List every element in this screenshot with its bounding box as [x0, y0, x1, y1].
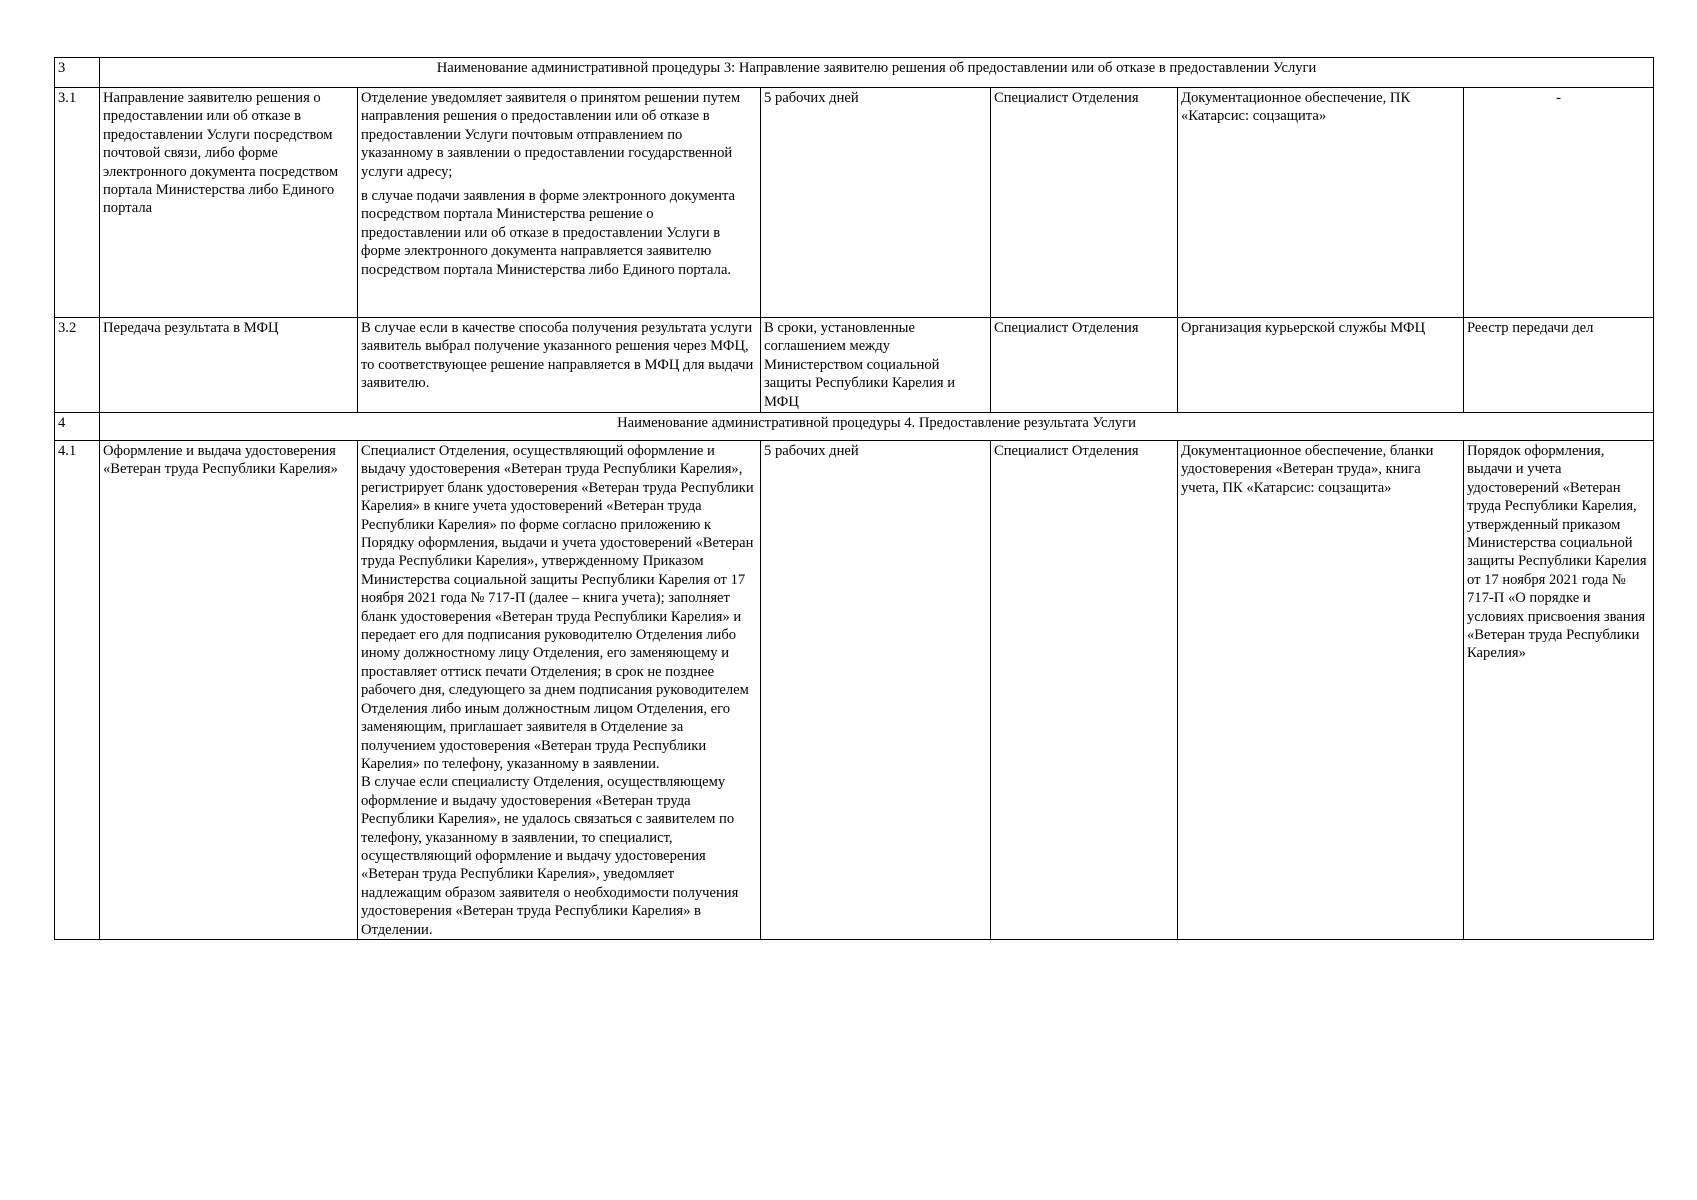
action-cell: Направление заявителю решения о предоставлении или об отказе в предоставлении Услуги посредством почтовой связи, либо форме электронного документа посредством портала Министерства либо Единого портала	[100, 88, 358, 318]
section-header-row	[55, 58, 1654, 88]
section-header-row	[55, 413, 1654, 441]
table-row	[55, 318, 1654, 413]
resources-cell: Документационное обеспечение, бланки удостоверения «Ветеран труда», книга учета, ПК «Катарсис: соцзащита»	[1178, 441, 1464, 940]
content-paragraph: В случае если специалисту Отделения, осуществляющему оформление и выдачу удостоверения «Ветеран труда Республики Карелия», не удалось связаться с заявителем по телефону, указанному в заявлении, то специалист, осуществляющий оформление и выдачу удостоверения «Ветеран труда Республики Карелия», уведомляет надлежащим образом заявителя о необходимости получения удостоверения «Ветеран труда Республики Карелия» в Отделении.	[361, 774, 739, 938]
content-paragraph: в случае подачи заявления в форме электронного документа посредством портала Министерства решение о предоставлении или об отказе в предоставлении Услуги в форме электронного документа направляется заявителю посредством портала Министерства либо Единого портала.	[361, 188, 736, 278]
responsible-cell: Специалист Отделения	[991, 88, 1178, 318]
row-number: 3.1	[55, 88, 100, 318]
term-cell: 5 рабочих дней	[761, 88, 991, 318]
section-title: Наименование административной процедуры 4. Предоставление результата Услуги	[100, 413, 1654, 441]
result-cell: Реестр передачи дел	[1464, 318, 1654, 413]
content-cell	[358, 318, 761, 413]
procedure-table-page	[54, 57, 1653, 940]
content-paragraph: Специалист Отделения, осуществляющий оформление и выдачу удостоверения «Ветеран труда Республики Карелия», регистрирует бланк удостоверения «Ветеран труда Республики Карелия» в книге учета удостоверений «Ветеран труда Республики Карелия» по форме согласно приложению к Порядку оформления, выдачи и учета удостоверений «Ветеран труда Республики Карелия», утвержденному Приказом Министерства социальной защиты Республики Карелия от 17 ноября 2021 года № 717-П (далее – книга учета); заполняет бланк удостоверения «Ветеран труда Республики Карелия» и передает его для подписания руководителю Отделения либо иному должностному лицу Отделения, его заменяющему и проставляет оттиск печати Отделения; в срок не позднее рабочего дня, следующего за днем подписания руководителем Отделения либо иным должностным лицом Отделения, его заменяющим, приглашает заявителя в Отделение за получением удостоверения «Ветеран труда Республики Карелия» по телефону, указанному в заявлении.	[361, 443, 754, 772]
content-paragraph: В случае если в качестве способа получения результата услуги заявитель выбрал получение указанного решения через МФЦ, то соответствующее решение направляется в МФЦ для выдачи заявителю.	[361, 320, 754, 392]
row-number: 3.2	[55, 318, 100, 413]
term-cell: 5 рабочих дней	[761, 441, 991, 940]
action-cell: Оформление и выдача удостоверения «Ветеран труда Республики Карелия»	[100, 441, 358, 940]
term-cell: В сроки, установленные соглашением между Министерством социальной защиты Республики Карелия и МФЦ	[761, 318, 991, 413]
section-title: Наименование административной процедуры 3: Направление заявителю решения об предоставлении или об отказе в предоставлении Услуги	[100, 58, 1654, 88]
section-number: 3	[55, 58, 100, 88]
responsible-cell: Специалист Отделения	[991, 441, 1178, 940]
table-row	[55, 441, 1654, 940]
table-row	[55, 88, 1654, 318]
responsible-cell: Специалист Отделения	[991, 318, 1178, 413]
result-cell: Порядок оформления, выдачи и учета удостоверений «Ветеран труда Республики Карелия, утвержденный приказом Министерства социальной защиты Республики Карелия от 17 ноября 2021 года № 717-П «О порядке и условиях присвоения звания «Ветеран труда Республики Карелия»	[1464, 441, 1654, 940]
resources-cell: Организация курьерской службы МФЦ	[1178, 318, 1464, 413]
content-cell	[358, 88, 761, 318]
row-number: 4.1	[55, 441, 100, 940]
action-cell: Передача результата в МФЦ	[100, 318, 358, 413]
procedure-table	[54, 57, 1654, 940]
result-cell: -	[1464, 88, 1654, 318]
content-cell	[358, 441, 761, 940]
content-paragraph: Отделение уведомляет заявителя о принятом решении путем направления решения о предоставлении или об отказе в предоставлении Услуги почтовым отправлением по указанному в заявлении о предоставлении государственной услуги адресу;	[361, 90, 741, 180]
resources-cell: Документационное обеспечение, ПК «Катарсис: соцзащита»	[1178, 88, 1464, 318]
section-number: 4	[55, 413, 100, 441]
